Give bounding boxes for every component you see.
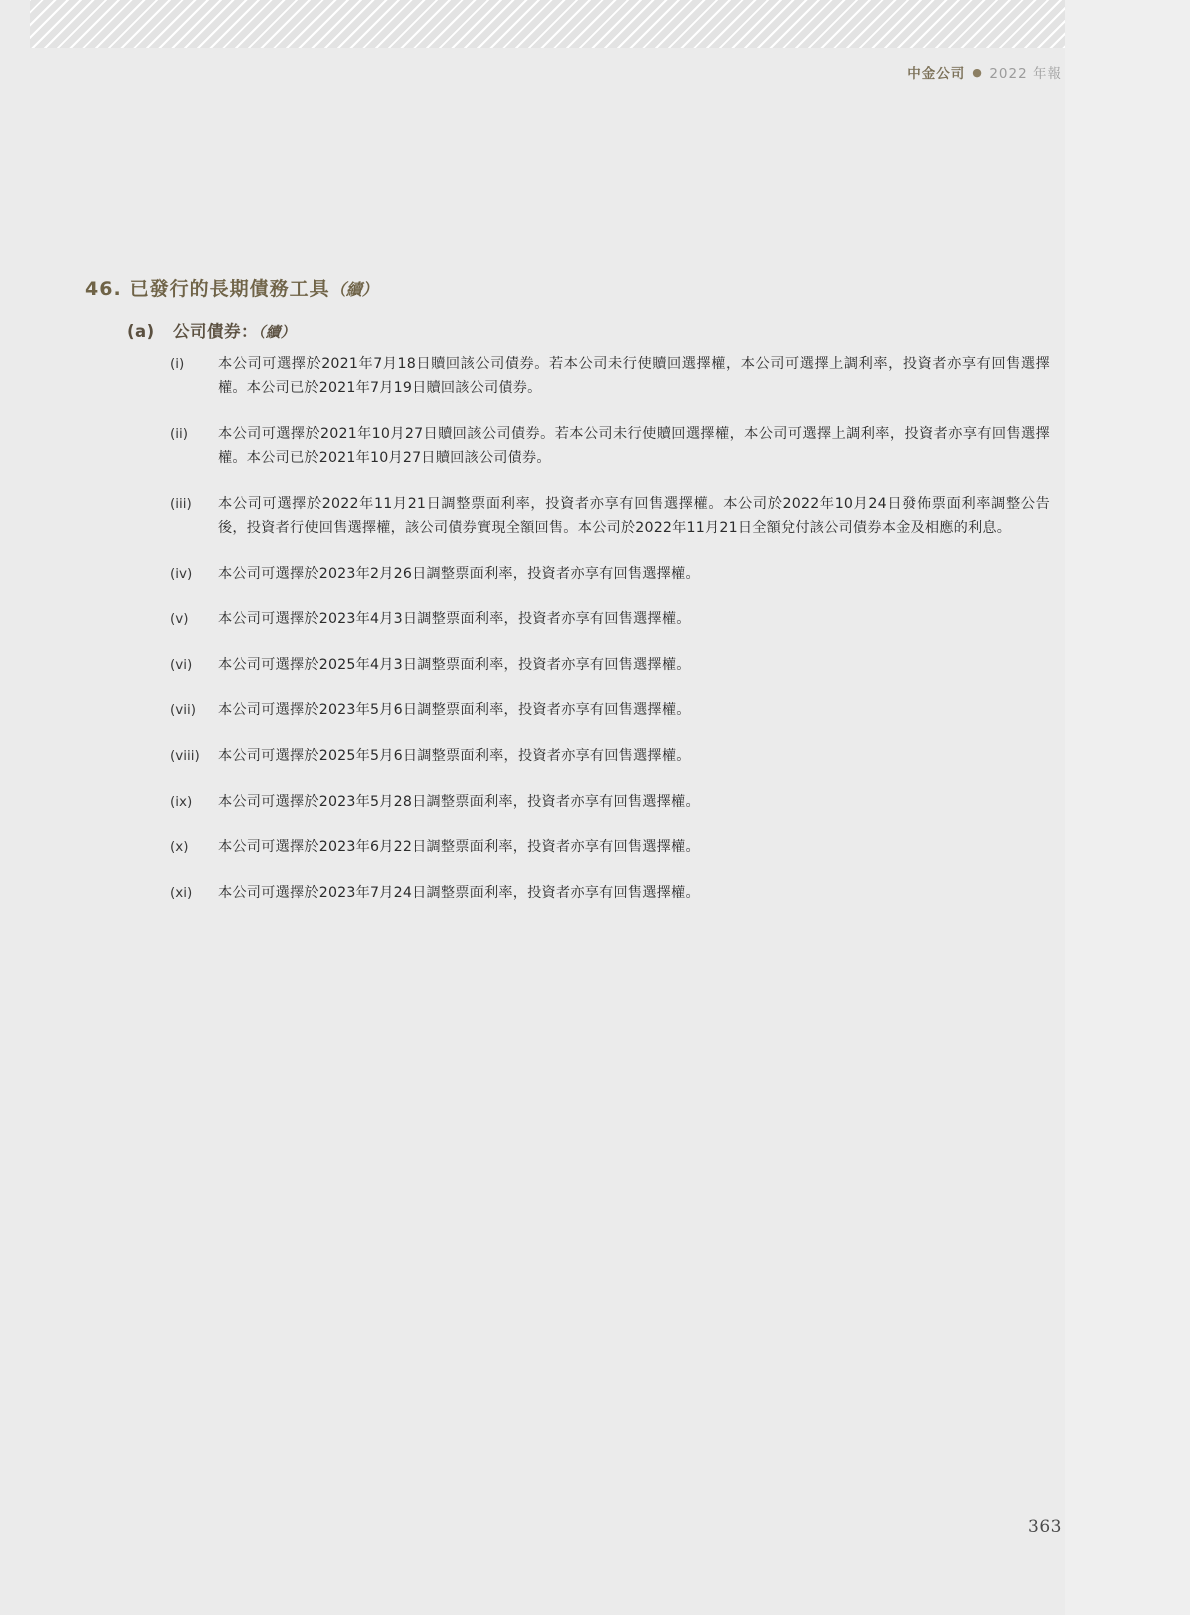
list-item xyxy=(170,790,1050,815)
list-item-marker: (iii) xyxy=(170,495,192,512)
list-item-text: 本公司可選擇於2023年5月28日調整票面利率，投資者亦享有回售選擇權。 xyxy=(218,793,700,810)
list-item-text: 本公司可選擇於2023年5月6日調整票面利率，投資者亦享有回售選擇權。 xyxy=(218,702,691,719)
list-item-marker: (ix) xyxy=(170,793,193,810)
subsection-continued-marker: （續） xyxy=(258,325,296,341)
list-item-text: 本公司可選擇於2023年7月24日調整票面利率，投資者亦享有回售選擇權。 xyxy=(218,884,700,901)
page-right-margin-strip xyxy=(1065,0,1190,1615)
list-item xyxy=(170,352,1050,401)
list-item-marker: (i) xyxy=(170,356,185,372)
list-item-text: 本公司可選擇於2022年11月21日調整票面利率，投資者亦享有回售選擇權。本公司於2022年10月24日發佈票面利率調整公告後，投資者行使回售選擇權，該公司債券實現全額回售。本公司於2022年11月21日全額兌付該公司債券本金及相應的利息。 xyxy=(218,495,1050,537)
list-item xyxy=(170,698,1050,723)
list-item-marker: (x) xyxy=(170,839,189,856)
page-header xyxy=(907,62,1062,82)
list-item-text: 本公司可選擇於2021年7月18日贖回該公司債券。若本公司未行使贖回選擇權，本公司可選擇上調利率，投資者亦享有回售選擇權。本公司已於2021年7月19日贖回該公司債券。 xyxy=(218,356,1050,397)
list-item-marker: (ii) xyxy=(170,425,189,442)
list-item xyxy=(170,562,1050,587)
decorative-hatch-band xyxy=(30,0,1065,48)
list-item xyxy=(170,881,1050,906)
list-item-marker: (v) xyxy=(170,611,189,628)
list-item-text: 本公司可選擇於2025年5月6日調整票面利率，投資者亦享有回售選擇權。 xyxy=(218,748,691,765)
list-item xyxy=(170,422,1050,471)
list-item-text: 本公司可選擇於2021年10月27日贖回該公司債券。若本公司未行使贖回選擇權，本公司可選擇上調利率，投資者亦享有回售選擇權。本公司已於2021年10月27日贖回該公司債券。 xyxy=(218,425,1050,467)
subsection-heading xyxy=(127,318,296,342)
list-item xyxy=(170,492,1050,541)
list-item xyxy=(170,607,1050,632)
list-item-marker: (xi) xyxy=(170,884,193,901)
subsection-title-text: 公司債券： xyxy=(173,322,258,341)
list-item-marker: (viii) xyxy=(170,748,200,765)
section-continued-marker: （續） xyxy=(329,280,378,299)
list-item-text: 本公司可選擇於2023年2月26日調整票面利率，投資者亦享有回售選擇權。 xyxy=(218,565,700,582)
header-brand: 中金公司 xyxy=(907,66,966,82)
list-item xyxy=(170,653,1050,678)
section-number: 46. xyxy=(85,278,122,300)
page-number: 363 xyxy=(1028,1517,1062,1537)
list-item xyxy=(170,835,1050,860)
list-item xyxy=(170,744,1050,769)
section-title-text: 已發行的長期債務工具 xyxy=(129,278,330,300)
header-year: 2022 年報 xyxy=(989,66,1062,82)
subsection-label: (a) xyxy=(127,322,155,341)
list-item-marker: (iv) xyxy=(170,565,193,582)
list-item-marker: (vii) xyxy=(170,702,197,719)
list-item-text: 本公司可選擇於2023年6月22日調整票面利率，投資者亦享有回售選擇權。 xyxy=(218,839,700,856)
numbered-item-list xyxy=(170,352,1050,927)
section-heading xyxy=(85,274,378,301)
list-item-marker: (vi) xyxy=(170,656,193,673)
list-item-text: 本公司可選擇於2025年4月3日調整票面利率，投資者亦享有回售選擇權。 xyxy=(218,656,691,673)
list-item-text: 本公司可選擇於2023年4月3日調整票面利率，投資者亦享有回售選擇權。 xyxy=(218,611,691,628)
header-separator-icon: ● xyxy=(972,66,983,79)
